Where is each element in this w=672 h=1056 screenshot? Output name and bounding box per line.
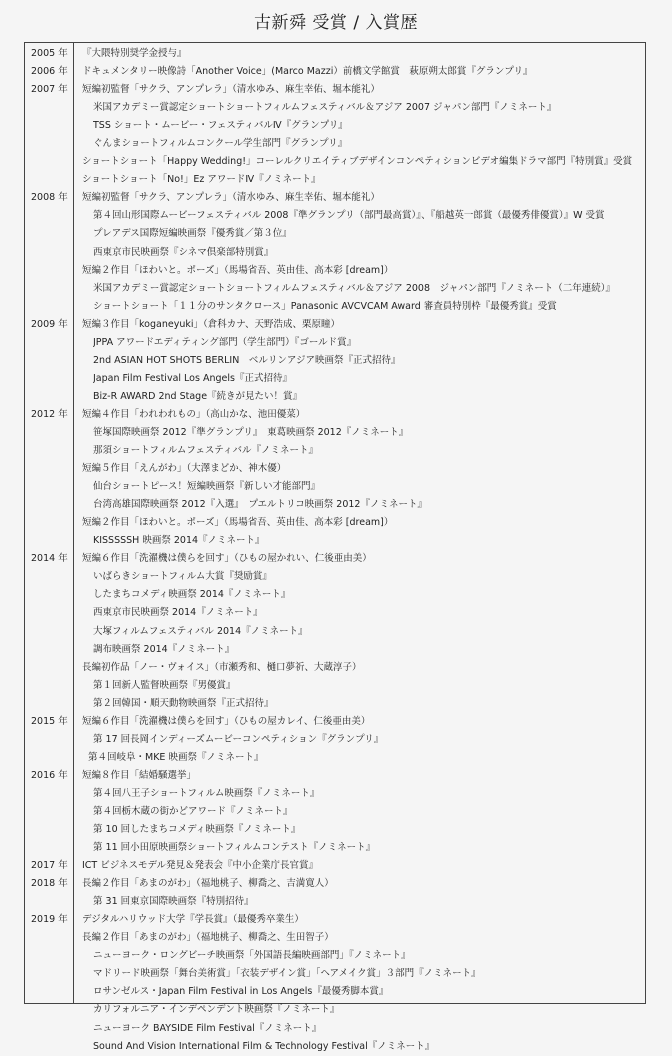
- award-row: [25, 659, 645, 677]
- award-text: ロサンゼルス・Japan Film Festival in Los Angels『最優秀脚本賞』: [93, 986, 389, 998]
- award-row: [25, 550, 645, 568]
- award-row: [25, 568, 645, 586]
- award-text: 那須ショートフィルムフェスティバル『ノミネート』: [93, 445, 318, 457]
- award-row: [25, 749, 645, 767]
- award-text: 短編３作目「koganeyuki」（倉科カナ、天野浩成、栗原瞳）: [82, 318, 341, 330]
- award-row: [25, 153, 645, 171]
- page-title: 古新舜 受賞 / 入賞歴: [254, 13, 418, 33]
- award-text: 短編８作目「結婚騒選挙」: [82, 769, 197, 781]
- year-label: 2005 年: [31, 48, 68, 59]
- year-label: 2012 年: [31, 408, 68, 420]
- award-row: [25, 875, 645, 893]
- year-label: 2019 年: [31, 914, 68, 926]
- award-text: ニューヨーク BAYSIDE Film Festival『ノミネート』: [93, 1022, 322, 1034]
- award-row: [25, 623, 645, 641]
- award-text: Biz-R AWARD 2nd Stage『続きが見たい！賞』: [93, 390, 303, 402]
- award-text: 長編２作目「あまのがわ」（福地桃子、柳喬之、生田智子）: [82, 932, 334, 944]
- award-text: Japan Film Festival Los Angels『正式招待』: [93, 372, 292, 384]
- award-text: 第４回岐阜・MKE 映画祭『ノミネート』: [88, 751, 264, 763]
- award-text: ショートショート「１１分のサンタクロース」Panasonic AVCVCAM Award 審査員特別枠『最優秀賞』受賞: [93, 300, 557, 312]
- award-text: 第４回山形国際ムービーフェスティバル 2008『準グランプリ（部門最高賞）』、『船越英一郎賞（最優秀俳優賞）』W 受賞: [93, 210, 605, 222]
- award-row: [25, 388, 645, 406]
- award-row: [25, 334, 645, 352]
- award-row: [25, 857, 645, 875]
- award-row: [25, 947, 645, 965]
- award-row: [25, 496, 645, 514]
- award-row: [25, 225, 645, 243]
- award-row: [25, 785, 645, 803]
- award-text: 第 11 回小田原映画祭ショートフィルムコンテスト『ノミネート』: [93, 842, 376, 854]
- award-row: [25, 442, 645, 460]
- award-row: [25, 99, 645, 117]
- award-row: [25, 460, 645, 478]
- award-row: [25, 424, 645, 442]
- award-text: 台湾高雄国際映画祭 2012『入選』 プエルトリコ映画祭 2012『ノミネート』: [93, 499, 427, 511]
- year-label: 2009 年: [31, 318, 68, 330]
- award-row: [25, 1038, 645, 1056]
- award-text: ショートショート「No!」Ez アワードⅣ『ノミネート』: [82, 174, 321, 186]
- award-text: いばらきショートフィルム大賞『奨励賞』: [93, 571, 272, 583]
- year-label: 2018 年: [31, 878, 68, 890]
- award-text: 第 10 回したまちコメディ映画祭『ノミネート』: [93, 824, 301, 836]
- award-text: ドキュメンタリー映像詩「Another Voice」(Marco Mazzi）前橋文学館賞 萩原朔太郎賞『グランプリ』: [82, 66, 533, 78]
- award-row: [25, 352, 645, 370]
- award-row: [25, 767, 645, 785]
- award-text: 第４回栃木蔵の街かどアワード『ノミネート』: [93, 805, 293, 817]
- award-text: 長編初作品「ノー・ヴォイス」（市瀬秀和、樋口夢祈、大蔵淳子）: [82, 661, 362, 673]
- award-row: [25, 532, 645, 550]
- award-text: 短編５作目「えんがわ」（大澤まどか、神木優）: [82, 463, 287, 475]
- award-row: [25, 983, 645, 1001]
- award-text: 仙台ショートピース！短編映画祭『新しい才能部門』: [93, 481, 320, 493]
- award-row: [25, 803, 645, 821]
- year-label: 2016 年: [31, 769, 68, 781]
- award-text: したまちコメディ映画祭 2014『ノミネート』: [93, 589, 291, 601]
- award-text: マドリード映画祭「舞台美術賞」「衣装デザイン賞」「ヘアメイク賞」３部門『ノミネート』: [93, 968, 481, 980]
- award-row: [25, 207, 645, 225]
- award-text: 西東京市民映画祭 2014『ノミネート』: [93, 607, 263, 619]
- award-text: 短編４作目「われわれもの」（高山かな、池田優菜）: [82, 408, 306, 420]
- award-row: [25, 695, 645, 713]
- award-text: 短編６作目「洗濯機は僕らを回す」（ひもの屋カレイ、仁後亜由美）: [82, 715, 371, 727]
- award-text: 大塚フィルムフェスティバル 2014『ノミネート』: [93, 625, 308, 637]
- award-row: [25, 478, 645, 496]
- award-row: [25, 171, 645, 189]
- award-text: 第４回八王子ショートフィルム映画祭『ノミネート』: [93, 787, 320, 799]
- award-text: 米国アカデミー賞認定ショートショートフィルムフェスティバル＆アジア 2007 ジャパン部門『ノミネート』: [93, 102, 557, 114]
- award-row: [25, 262, 645, 280]
- award-row: [25, 821, 645, 839]
- award-text: ショートショート「Happy Wedding!」コーレルクリエイティブデザインコンペティションビデオ編集ドラマ部門『特別賞』受賞: [82, 156, 633, 168]
- award-row: [25, 1020, 645, 1038]
- award-row: [25, 929, 645, 947]
- award-text: ニューヨーク・ロングビーチ映画祭「外国語長編映画部門」『ノミネート』: [93, 950, 411, 962]
- award-row: [25, 298, 645, 316]
- award-text: 短編２作目「ほわいと。ポーズ」（馬場省吾、英由佳、高本彩 [dream]）: [82, 517, 394, 529]
- year-label: 2006 年: [31, 66, 68, 78]
- award-row: [25, 713, 645, 731]
- award-text: プレアデス国際短編映画祭『優秀賞／第３位』: [93, 228, 292, 240]
- award-text: 第２回韓国・順天動物映画祭『正式招待』: [93, 697, 274, 709]
- award-text: 短編初監督「サクラ、アンプレラ」（清水ゆみ、麻生幸佑、堀本能礼）: [82, 192, 380, 204]
- award-text: JPPA アワードエディティング部門（学生部門）『ゴールド賞』: [93, 336, 357, 348]
- award-row: [25, 893, 645, 911]
- award-row: [25, 731, 645, 749]
- year-label: 2008 年: [31, 192, 68, 204]
- award-text: 西東京市民映画祭『シネマ倶楽部特別賞』: [93, 246, 274, 258]
- award-text: TSS ショート・ムービー・フェスティバルⅣ『グランプリ』: [93, 120, 348, 132]
- award-row: [25, 965, 645, 983]
- year-label: 2014 年: [31, 553, 68, 565]
- award-text: 2nd ASIAN HOT SHOTS BERLIN ベルリンアジア映画祭『正式招待』: [93, 354, 401, 366]
- award-row: [25, 586, 645, 604]
- year-label: 2007 年: [31, 84, 68, 96]
- award-row: [25, 911, 645, 929]
- award-text: KISSSSSH 映画祭 2014『ノミネート』: [93, 535, 265, 547]
- award-row: [25, 63, 645, 81]
- award-text: 米国アカデミー賞認定ショートショートフィルムフェスティバル＆アジア 2008 ジャパン部門『ノミネート（二年連続）』: [93, 282, 616, 294]
- award-row: [25, 370, 645, 388]
- award-text: 短編６作目「洗濯機は僕らを回す」（ひもの屋かれい、仁後亜由美）: [82, 553, 372, 565]
- award-text: 第 31 回東京国際映画祭『特別招待』: [93, 896, 254, 908]
- award-row: [25, 81, 645, 99]
- awards-rows: [25, 45, 645, 1056]
- award-row: [25, 604, 645, 622]
- award-text: 第 17 回長岡インディーズムービーコンペティション『グランプリ』: [93, 733, 384, 745]
- award-row: [25, 280, 645, 298]
- award-text: 第１回新人監督映画祭『男優賞』: [93, 679, 236, 691]
- year-label: 2017 年: [31, 860, 68, 872]
- award-row: [25, 839, 645, 857]
- award-text: カリフォルニア・インデペンデント映画祭『ノミネート』: [93, 1004, 340, 1016]
- award-text: ICT ビジネスモデル発見＆発表会『中小企業庁長官賞』: [82, 860, 318, 872]
- award-row: [25, 244, 645, 262]
- award-row: [25, 641, 645, 659]
- award-row: [25, 514, 645, 532]
- award-text: 短編２作目「ほわいと。ポーズ」（馬場省吾、英由佳、高本彩 [dream]）: [82, 264, 394, 276]
- award-text: 調布映画祭 2014『ノミネート』: [93, 643, 235, 655]
- award-row: [25, 135, 645, 153]
- award-text: 短編初監督「サクラ、アンプレラ」（清水ゆみ、麻生幸佑、堀本能礼）: [82, 84, 380, 96]
- award-text: デジタルハリウッド大学『学長賞』（最優秀卒業生）: [82, 914, 304, 926]
- award-row: [25, 677, 645, 695]
- award-row: [25, 45, 645, 63]
- award-text: Sound And Vision International Film & Technology Festival『ノミネート』: [93, 1040, 435, 1052]
- award-text: 長編２作目「あまのがわ」（福地桃子、柳喬之、吉満寛人）: [82, 878, 334, 890]
- award-text: 笹塚国際映画祭 2012『準グランプリ』 東葛映画祭 2012『ノミネート』: [93, 426, 409, 438]
- award-text: ぐんまショートフィルムコンクール学生部門『グランプリ』: [93, 138, 348, 150]
- award-row: [25, 316, 645, 334]
- award-row: [25, 117, 645, 135]
- award-row: [25, 406, 645, 424]
- award-text: 『大隈特別奨学金授与』: [82, 48, 187, 59]
- year-label: 2015 年: [31, 715, 68, 727]
- awards-table: [24, 42, 646, 1052]
- award-row: [25, 1001, 645, 1019]
- award-row: [25, 189, 645, 207]
